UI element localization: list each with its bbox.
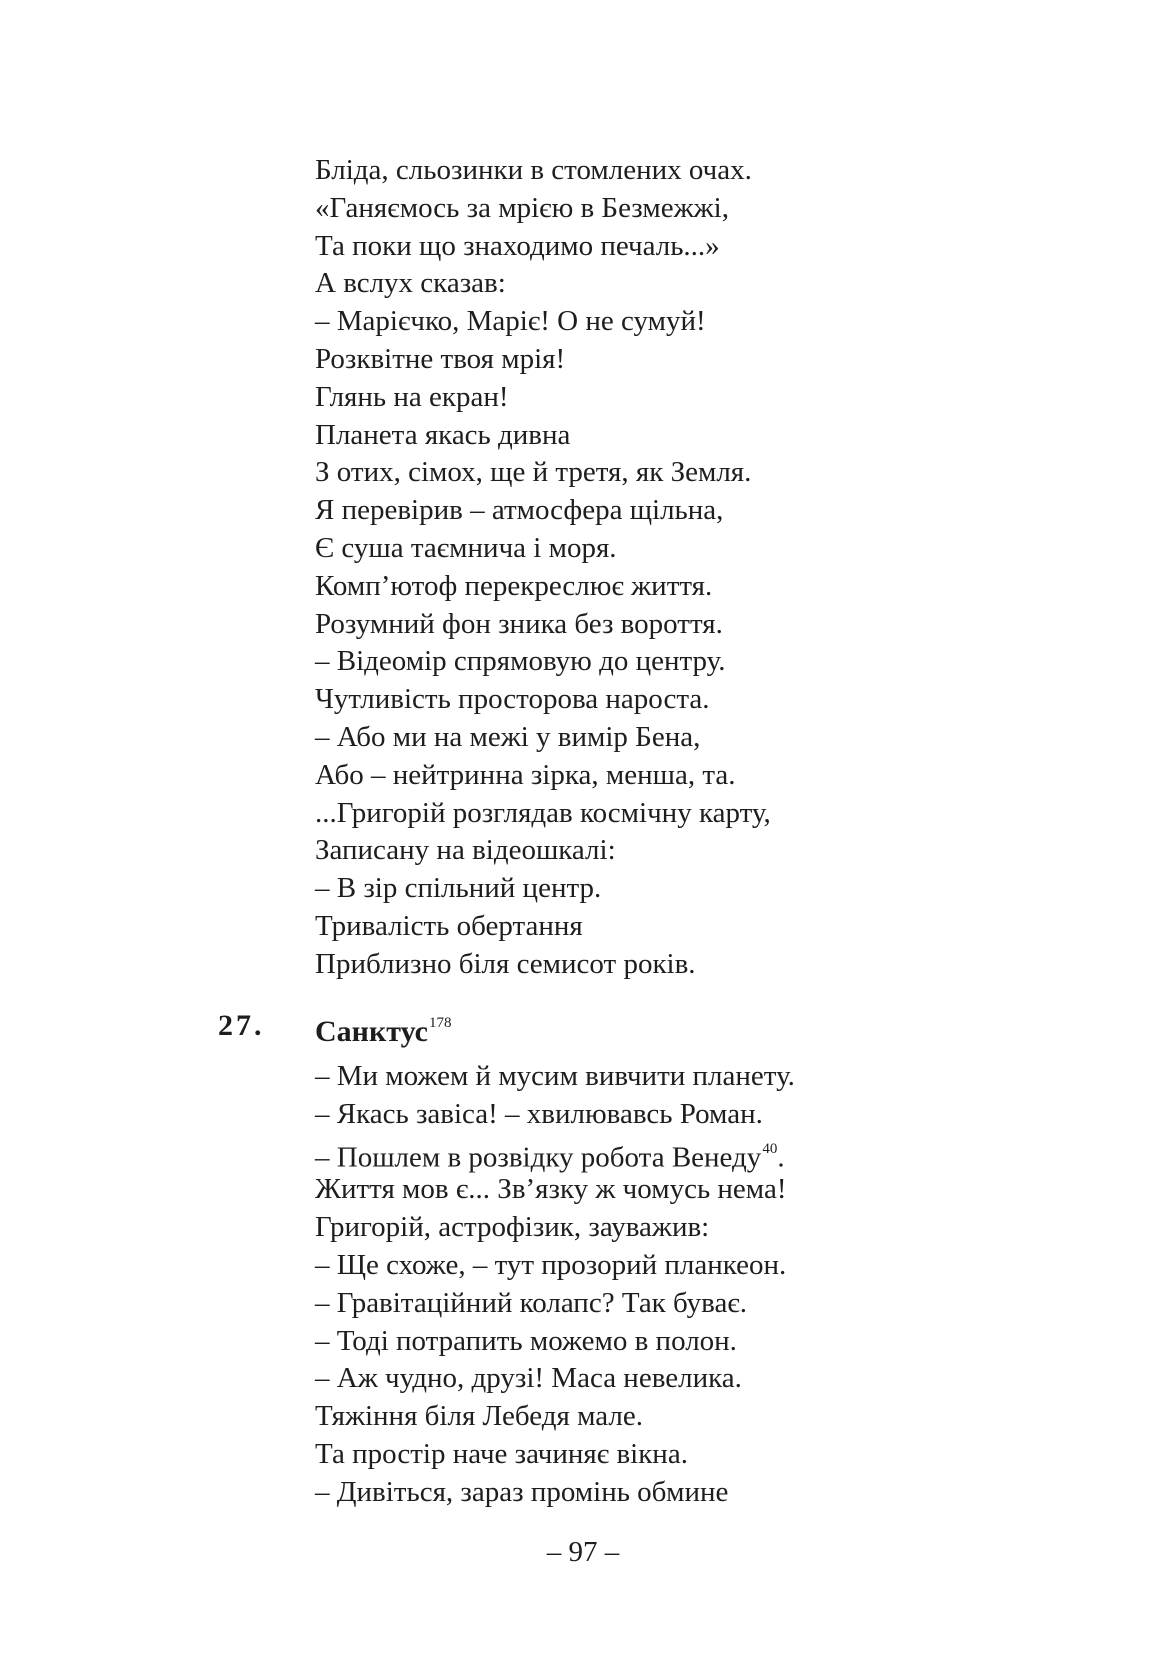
poem-line: – В зір спільний центр. xyxy=(315,872,602,905)
poem-line xyxy=(315,1171,795,1209)
poem-line xyxy=(315,1247,795,1285)
poem-line xyxy=(315,1398,795,1436)
footnote-reference[interactable]: 40 xyxy=(762,1140,778,1157)
poem-line xyxy=(315,1360,795,1398)
poem-line: – Або ми на межі у вимір Бена, xyxy=(315,720,701,753)
poem-line: Записану на відеошкалі: xyxy=(315,834,616,867)
poem-line-text: – Пошлем в розвідку робота Венеду xyxy=(315,1141,762,1174)
poem-line: Чутливість просторова нароста. xyxy=(315,683,710,716)
section-title-wrap xyxy=(315,1006,451,1052)
poem-line-text: Життя мов є... Зв’язку ж чомусь нема! xyxy=(315,1173,787,1206)
poem-line: «Ганяємось за мрією в Безмежжі, xyxy=(315,191,729,224)
poem-line: Планета якась дивна xyxy=(315,418,571,451)
poem-line: З отих, сімох, ще й третя, як Земля. xyxy=(315,456,752,489)
poem-line: Я перевірив – атмосфера щільна, xyxy=(315,494,724,527)
poem-line-text: – Аж чудно, друзі! Маса невелика. xyxy=(315,1362,742,1395)
poem-line: – Марієчко, Маріє! О не сумуй! xyxy=(315,305,706,338)
poem-line xyxy=(315,1209,795,1247)
poem-line-text: – Дивіться, зараз промінь обмине xyxy=(315,1475,729,1508)
section-title: Санктус xyxy=(315,1015,428,1048)
poem-line: ...Григорій розглядав космічну карту, xyxy=(315,796,771,829)
poem-line-text: – Гравітаційний колапс? Так буває. xyxy=(315,1286,748,1319)
poem-line-text: – Ми можем й мусим вивчити планету. xyxy=(315,1060,795,1092)
poem-line xyxy=(315,1474,795,1512)
section-number: 27. xyxy=(218,1009,265,1042)
poem-line-text: Григорій, астрофізик, зауважив: xyxy=(315,1211,710,1244)
poem-line: Є суша таємнича і моря. xyxy=(315,531,617,564)
poem-line-text: – Ще схоже, – тут прозорий планкеон. xyxy=(315,1248,787,1281)
poem-line: А вслух сказав: xyxy=(315,267,506,300)
poem-line: Розквітне твоя мрія! xyxy=(315,342,566,375)
poem-line-text: – Якась завіса! – хвилювавсь Роман. xyxy=(315,1097,763,1130)
poem-line xyxy=(315,1096,795,1134)
poem-line: Та поки що знаходимо печаль...» xyxy=(315,229,720,262)
poem-stanza-top xyxy=(315,152,771,984)
footnote-reference[interactable]: 178 xyxy=(428,1015,452,1031)
poem-line xyxy=(315,1436,795,1474)
poem-line xyxy=(315,1285,795,1323)
poem-line: – Відеомір спрямовую до центру. xyxy=(315,645,726,678)
poem-line: Тривалість обертання xyxy=(315,909,583,942)
poem-line xyxy=(315,1134,795,1172)
page-number: – 97 – xyxy=(546,1536,620,1568)
poem-line-text: – Тоді потрапить можемо в полон. xyxy=(315,1324,737,1357)
poem-line-punctuation: . xyxy=(777,1141,785,1174)
poem-line xyxy=(315,1323,795,1361)
poem-line xyxy=(315,1058,795,1096)
poem-line: Розумний фон зника без вороття. xyxy=(315,607,723,640)
poem-line-text: Тяжіння біля Лебедя мале. xyxy=(315,1400,643,1433)
poem-line: Або – нейтринна зірка, менша, та. xyxy=(315,758,736,791)
poem-line: Приблизно біля семисот років. xyxy=(315,947,696,980)
poem-line-text: Та простір наче зачиняє вікна. xyxy=(315,1437,688,1470)
poem-line: Комп’ютоф перекреслює життя. xyxy=(315,569,713,602)
poem-line: Глянь на екран! xyxy=(315,380,509,413)
poem-stanza-bottom xyxy=(315,1058,795,1512)
poem-line: Бліда, сльозинки в стомлених очах. xyxy=(315,154,752,186)
